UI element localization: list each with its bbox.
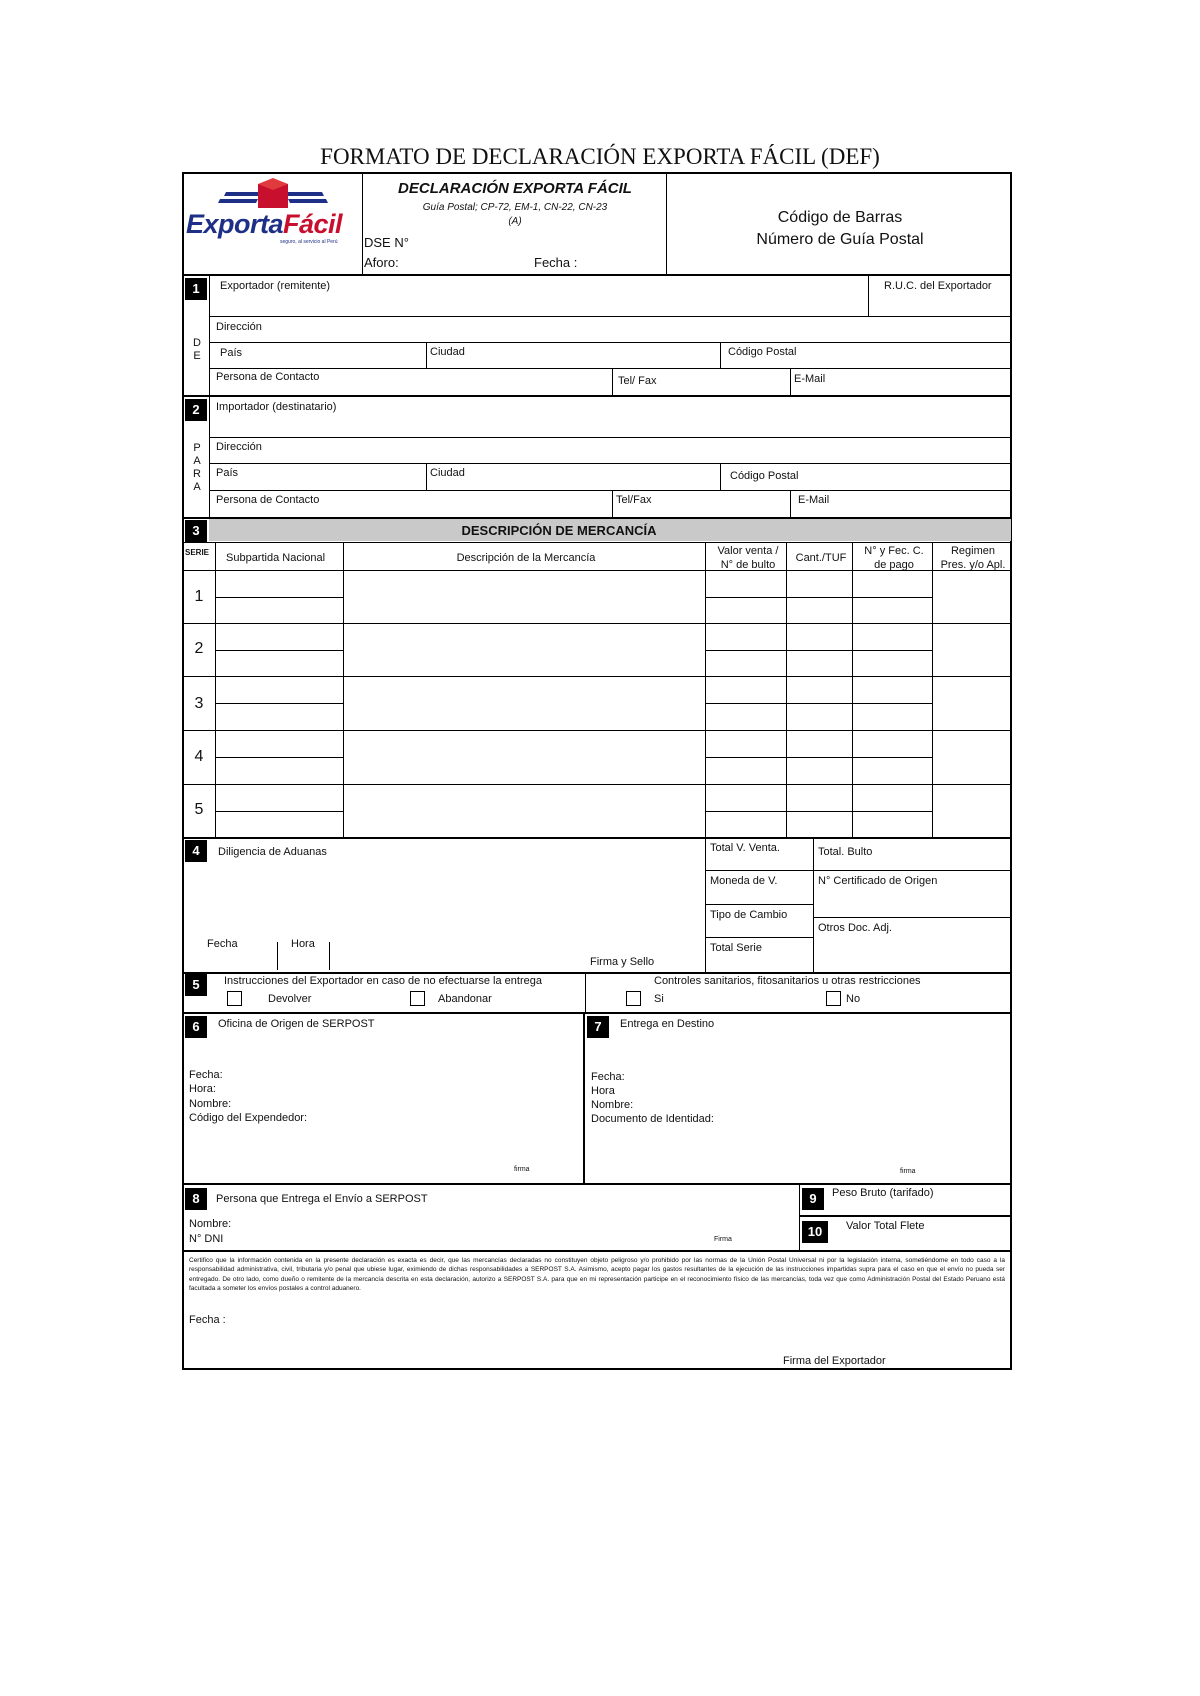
codigo-expendedor-label: Código del Expendedor: (189, 1112, 308, 1124)
entrega-firma-label: Firma (714, 1236, 732, 1243)
oficina-nombre-label: Nombre: (189, 1098, 232, 1110)
page-title: FORMATO DE DECLARACIÓN EXPORTA FÁCIL (DEF) (320, 144, 880, 169)
devolver-label: Devolver (268, 993, 312, 1005)
ruc-label: R.U.C. del Exportador (884, 280, 992, 292)
col-cant: Cant./TUF (795, 552, 847, 564)
serie-number-2: 2 (194, 640, 204, 657)
entrega-dni-label: N° DNI (189, 1233, 224, 1245)
si-checkbox[interactable] (626, 991, 641, 1006)
exportador-label: Exportador (remitente) (220, 280, 331, 292)
form-subtitle: Guía Postal; CP-72, EM-1, CN-22, CN-23 (422, 202, 608, 213)
serie-number-1: 1 (194, 588, 204, 605)
section-5-number: 5 (185, 974, 207, 996)
col-valor-line1: Valor venta / (717, 545, 779, 557)
email-label-2: E-Mail (798, 494, 830, 506)
logo-tagline: seguro, al servicio al Perú (280, 239, 338, 245)
firma-exportador-label: Firma del Exportador (783, 1355, 886, 1367)
tel-fax-label-1: Tel/ Fax (618, 375, 657, 387)
diligencia-fecha-label: Fecha (207, 938, 238, 950)
tipo-cambio-label: Tipo de Cambio (710, 909, 788, 921)
destino-fecha-label: Fecha: (591, 1071, 625, 1083)
otros-doc-label: Otros Doc. Adj. (818, 922, 892, 934)
barcode-label: Código de Barras (777, 209, 903, 226)
col-regimen-line2: Pres. y/o Apl. (940, 559, 1006, 571)
certificado-label: N° Certificado de Origen (818, 875, 938, 887)
oficina-origen-title: Oficina de Origen de SERPOST (218, 1018, 375, 1030)
col-fec-line2: de pago (874, 559, 914, 571)
entrega-nombre-label: Nombre: (189, 1218, 232, 1230)
col-descripcion: Descripción de la Mercancía (456, 552, 596, 564)
serie-number-3: 3 (194, 695, 204, 712)
certification-fecha-label: Fecha : (189, 1314, 226, 1326)
diligencia-hora-label: Hora (291, 938, 315, 950)
devolver-checkbox[interactable] (227, 991, 242, 1006)
abandonar-label: Abandonar (438, 993, 492, 1005)
oficina-firma-label: firma (514, 1166, 530, 1173)
total-venta-label: Total V. Venta. (710, 842, 780, 854)
codigo-postal-label-2: Código Postal (730, 470, 799, 482)
section-2-number: 2 (185, 399, 207, 421)
controles-label: Controles sanitarios, fitosanitarios u otras restricciones (654, 975, 921, 987)
serie-number-4: 4 (194, 748, 204, 765)
section-1-side-letters: D E (193, 337, 201, 362)
total-serie-label: Total Serie (710, 942, 762, 954)
col-regimen-line1: Regimen (950, 545, 996, 557)
certification-text: Certifico que la información contenida en la presente declaración es exacta es decir, que las mercancías declaradas no constituyen objeto peligroso y/o prohibido por las normas de la Unión Postal Universal ni por la legislación interna, sometiéndome en todo caso a la responsabilidad administrativa, civil, tributaria y/o penal que ubiese lugar, eximiendo de dichas responsabilidades a SERPOST S.A. Asimismo, acepto pagar los gastos resultantes de la ejecución de las instrucciones impartidas supra para el caso en que el envío no pueda ser entregado. De otro lado, como dueño o remitente de la mercancía descrita en esta declaración, autorizo a SERPOST S.A. para que en mi representación participe en el reconocimiento físico de las mercancías, toda vez que como Administración Postal del Estado Peruano está facultada a someter los envíos postales a control aduanero. (189, 1257, 1005, 1293)
destino-nombre-label: Nombre: (591, 1099, 634, 1111)
serie-number-5: 5 (194, 801, 204, 818)
oficina-fecha-label: Fecha: (189, 1069, 223, 1081)
section-10-number: 10 (802, 1221, 828, 1243)
no-label: No (846, 993, 861, 1005)
guide-number-label: Número de Guía Postal (756, 231, 924, 248)
documento-identidad-label: Documento de Identidad: (591, 1113, 714, 1125)
aforo-label: Aforo: (364, 255, 399, 270)
direccion-label-1: Dirección (216, 321, 262, 333)
destino-hora-label: Hora (591, 1085, 615, 1097)
persona-contacto-label-2: Persona de Contacto (216, 494, 320, 506)
persona-entrega-title: Persona que Entrega el Envío a SERPOST (216, 1193, 428, 1205)
moneda-label: Moneda de V. (710, 875, 778, 887)
si-label: Si (654, 993, 664, 1005)
ciudad-label-2: Ciudad (430, 467, 465, 479)
section-9-number: 9 (802, 1188, 824, 1210)
col-subpartida: Subpartida Nacional (226, 552, 326, 564)
section-2-side-letters: P A R A (193, 442, 201, 493)
section-1-number: 1 (185, 278, 207, 300)
ciudad-label-1: Ciudad (430, 346, 465, 358)
entrega-destino-title: Entrega en Destino (620, 1018, 715, 1030)
no-checkbox[interactable] (826, 991, 841, 1006)
peso-bruto-label: Peso Bruto (tarifado) (832, 1187, 934, 1199)
codigo-postal-label-1: Código Postal (728, 346, 797, 358)
importador-label: Importador (destinatario) (216, 401, 337, 413)
pais-label-1: País (220, 347, 243, 359)
section-7-number: 7 (587, 1016, 609, 1038)
oficina-hora-label: Hora: (189, 1083, 216, 1095)
dse-label: DSE N° (364, 235, 409, 250)
section-4-number: 4 (185, 840, 207, 862)
persona-contacto-label-1: Persona de Contacto (216, 371, 320, 383)
firma-sello-label: Firma y Sello (590, 956, 655, 968)
tel-fax-label-2: Tel/Fax (616, 494, 652, 506)
col-serie: SERIE (185, 548, 210, 557)
col-fec-line1: N° y Fec. C. (864, 545, 924, 557)
section-8-number: 8 (185, 1188, 207, 1210)
exporta-facil-logo (186, 178, 358, 250)
col-valor-line2: N° de bulto (720, 559, 776, 571)
section-3-title: DESCRIPCIÓN DE MERCANCÍA (461, 523, 657, 538)
direccion-label-2: Dirección (216, 441, 262, 453)
email-label-1: E-Mail (794, 373, 826, 385)
valor-flete-label: Valor Total Flete (846, 1220, 925, 1232)
logo-text-exporta: Exporta (186, 209, 284, 239)
destino-firma-label: firma (900, 1168, 916, 1175)
total-bulto-label: Total. Bulto (818, 846, 873, 858)
form-version: (A) (508, 216, 522, 227)
instrucciones-label: Instrucciones del Exportador en caso de no efectuarse la entrega (224, 975, 542, 987)
diligencia-label: Diligencia de Aduanas (218, 846, 327, 858)
abandonar-checkbox[interactable] (410, 991, 425, 1006)
header-fecha-label: Fecha : (534, 255, 578, 270)
section-6-number: 6 (185, 1016, 207, 1038)
pais-label-2: País (216, 467, 239, 479)
section-3-number: 3 (185, 520, 207, 542)
logo-text-facil: Fácil (283, 209, 343, 239)
form-title: DECLARACIÓN EXPORTA FÁCIL (398, 180, 632, 197)
